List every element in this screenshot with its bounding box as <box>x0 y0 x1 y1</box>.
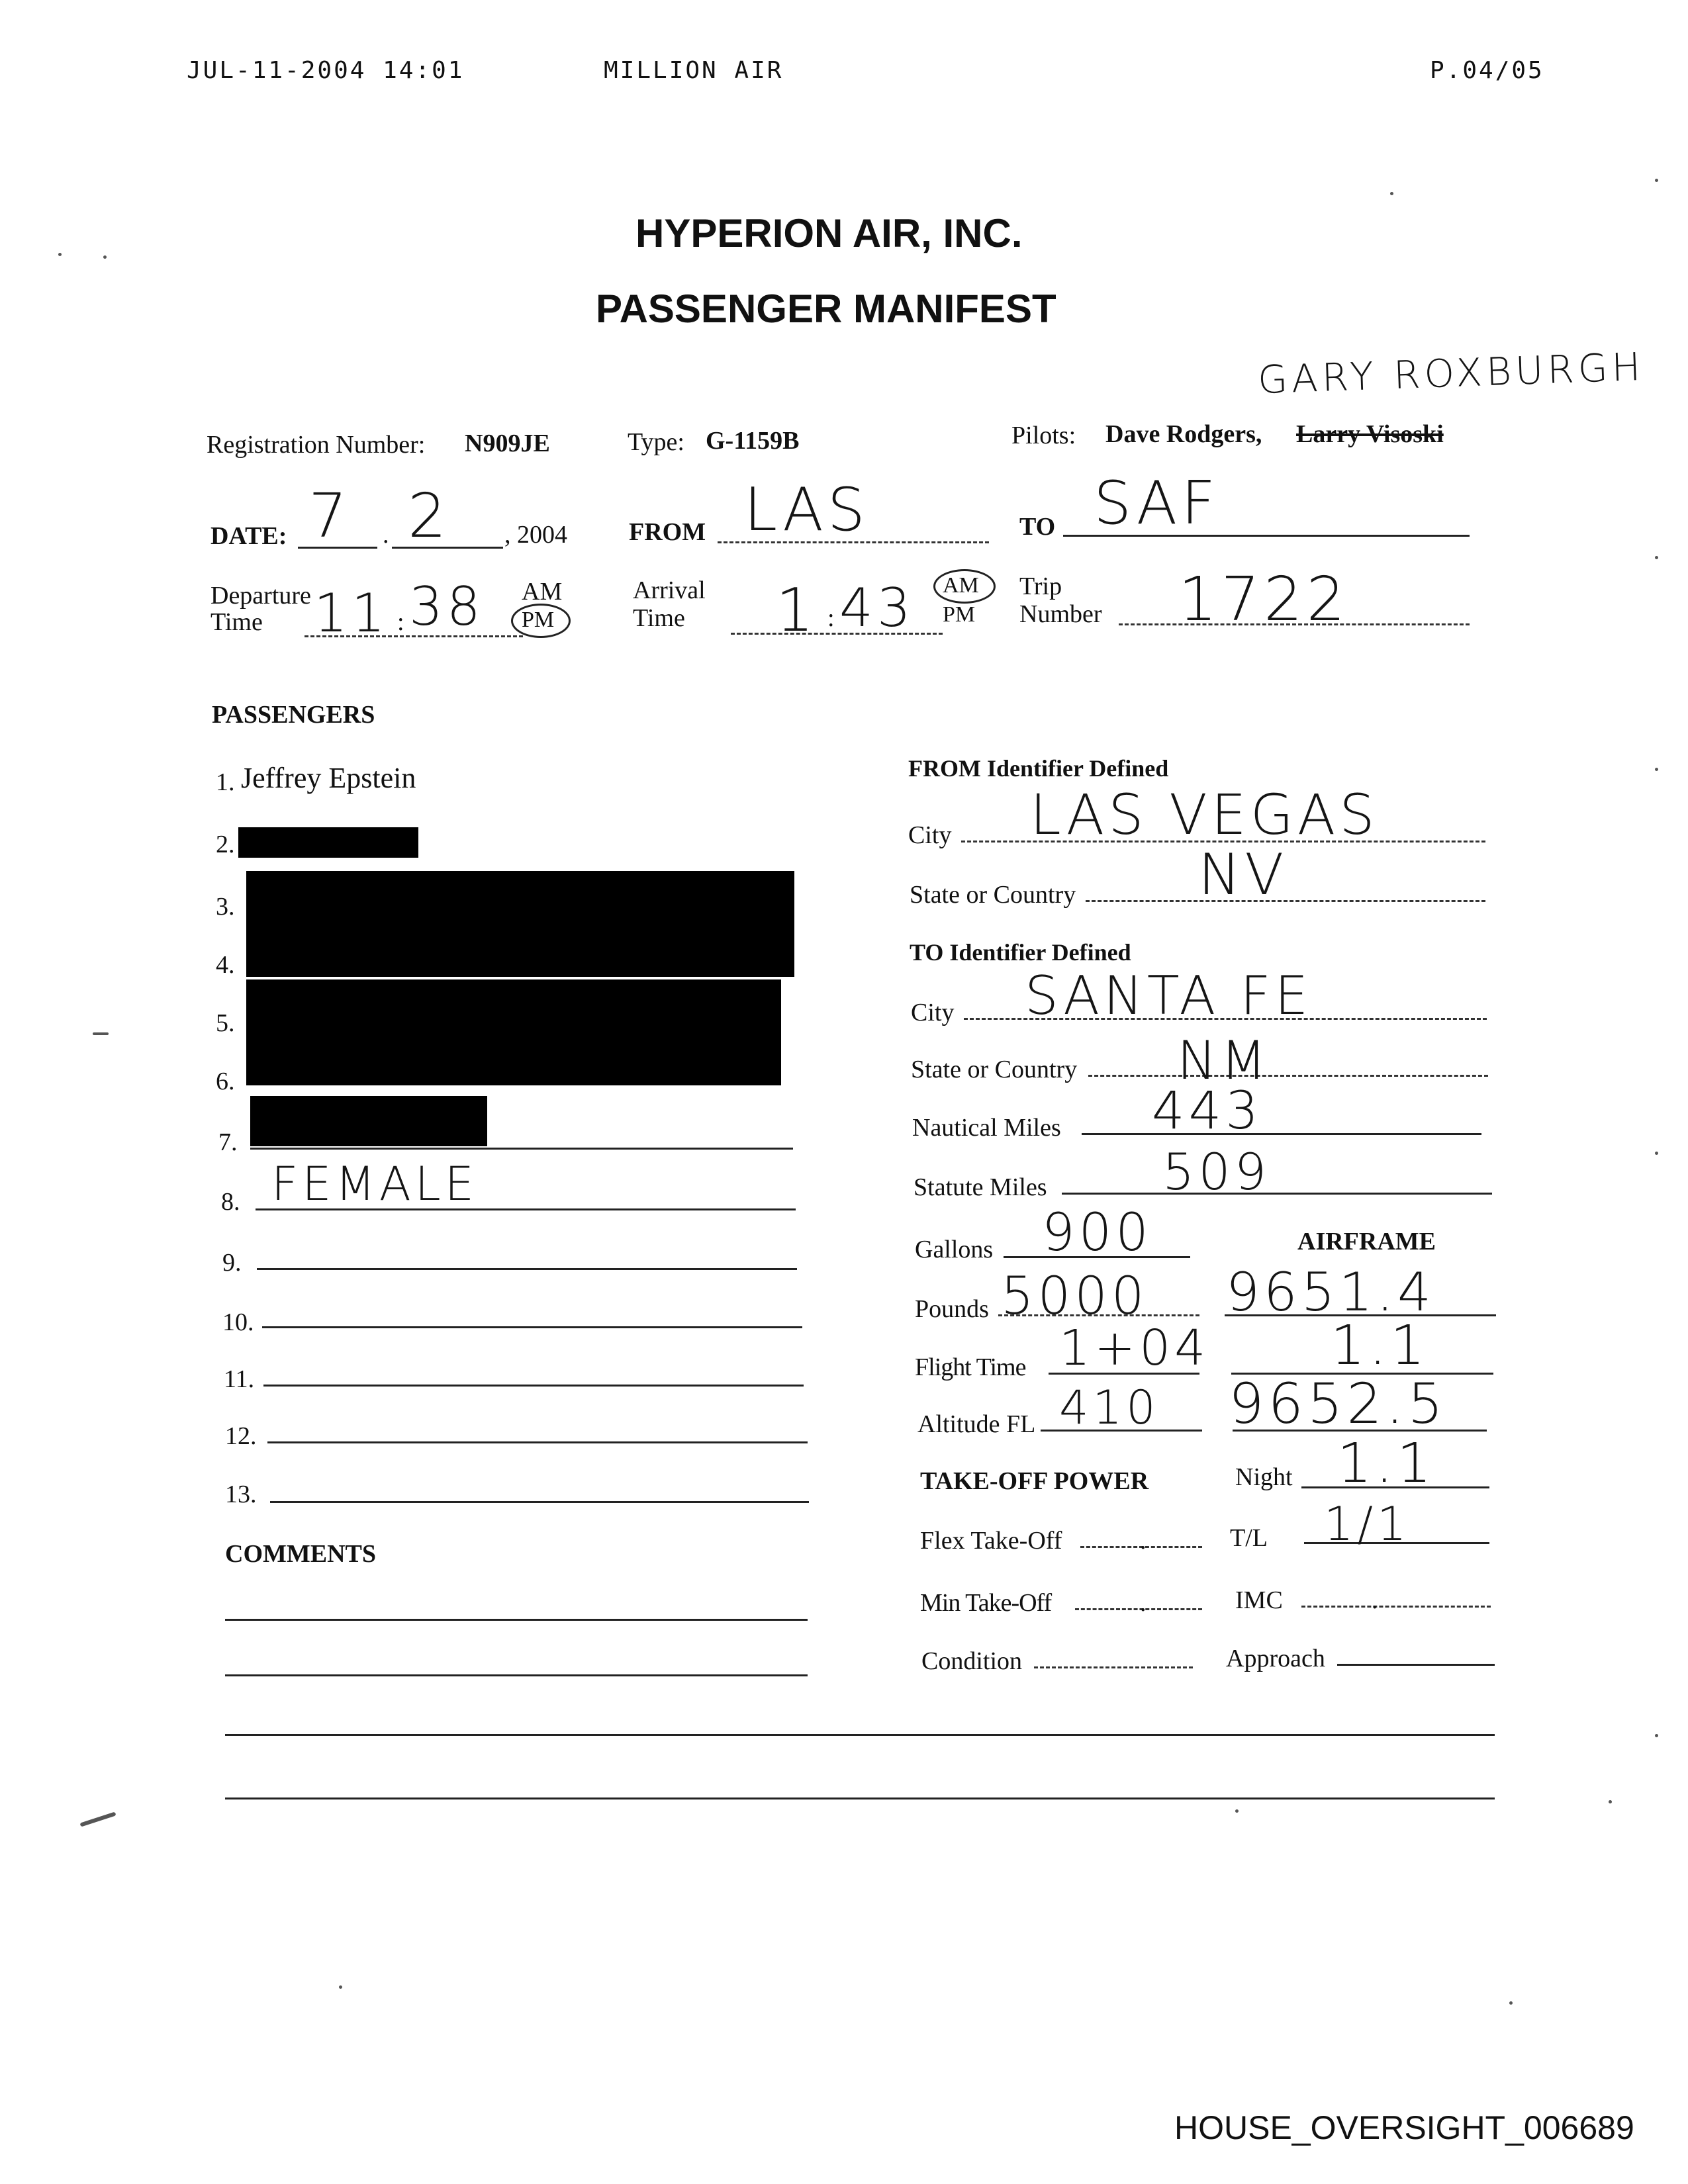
date-year: , 2004 <box>504 521 567 549</box>
scan-speck <box>1655 179 1658 182</box>
arrival-minute: 43 <box>839 577 915 639</box>
scan-speck <box>58 253 62 256</box>
scan-speck <box>1609 1800 1612 1803</box>
to-city: SANTA FE <box>1025 965 1313 1026</box>
nautical-miles-label: Nautical Miles <box>912 1114 1061 1142</box>
altitude-label: Altitude FL <box>917 1410 1036 1438</box>
flex-takeoff-dot: . <box>1140 1527 1147 1555</box>
departure-minute: 38 <box>409 576 485 637</box>
trip-number-label: Number <box>1019 600 1102 628</box>
departure-am: AM <box>522 578 563 606</box>
pilot-1: Dave Rodgers, <box>1105 420 1262 448</box>
scan-speck <box>339 1985 342 1989</box>
scan-speck <box>1509 2001 1513 2005</box>
imc-line <box>1301 1606 1491 1608</box>
passenger-line <box>263 1385 804 1387</box>
trip-number: 1722 <box>1178 564 1350 635</box>
passenger-number: 13. <box>225 1480 257 1508</box>
passenger-number: 10. <box>222 1308 254 1336</box>
statute-miles-line <box>1062 1193 1492 1195</box>
tl-value: 1/1 <box>1324 1497 1411 1551</box>
type-label: Type: <box>628 428 684 456</box>
passenger-number: 6. <box>216 1068 235 1095</box>
statute-miles-value: 509 <box>1162 1142 1271 1201</box>
departure-time-label: Time <box>211 608 263 636</box>
passenger-line <box>262 1326 802 1328</box>
scan-speck <box>103 255 107 259</box>
min-takeoff-dot: . <box>1140 1589 1147 1617</box>
pounds-value: 5000 <box>1001 1267 1149 1326</box>
to-value: SAF <box>1094 469 1220 538</box>
statute-miles-label: Statute Miles <box>914 1173 1047 1201</box>
registration-value: N909JE <box>465 430 550 457</box>
imc-label: IMC <box>1235 1586 1283 1614</box>
approach-label: Approach <box>1226 1645 1325 1672</box>
to-city-label: City <box>911 999 955 1026</box>
passenger-number: 7. <box>218 1128 238 1156</box>
passenger-number: 4. <box>216 951 235 979</box>
altitude-value: 410 <box>1059 1381 1160 1435</box>
from-city-label: City <box>908 821 952 849</box>
passenger-line <box>250 1148 793 1150</box>
date-sep: . <box>383 521 389 549</box>
flight-time-label: Flight Time <box>915 1353 1026 1381</box>
scan-speck <box>93 1032 109 1035</box>
passenger-name: Jeffrey Epstein <box>241 762 416 794</box>
nautical-miles-value: 443 <box>1152 1081 1262 1141</box>
pilot-2-struck: Larry Visoski <box>1296 420 1444 448</box>
passenger-line <box>270 1501 809 1503</box>
from-state: NV <box>1198 842 1288 908</box>
passengers-heading: PASSENGERS <box>212 701 375 729</box>
flight-time-value: 1+04 <box>1059 1320 1210 1377</box>
nautical-miles-line <box>1082 1133 1481 1135</box>
comment-line <box>225 1619 808 1621</box>
redaction-block <box>250 1096 487 1146</box>
scan-speck <box>1390 192 1393 195</box>
condition-line <box>1034 1666 1193 1668</box>
departure-pm-circle <box>511 604 571 638</box>
to-state-line <box>1088 1075 1488 1077</box>
approach-line <box>1337 1664 1495 1666</box>
passenger-number: 9. <box>222 1249 242 1277</box>
comment-line <box>225 1797 1495 1799</box>
fax-page-number: P.04/05 <box>1430 57 1544 84</box>
gallons-label: Gallons <box>915 1236 994 1263</box>
from-identifier-heading: FROM Identifier Defined <box>908 755 1169 782</box>
trip-label: Trip <box>1019 572 1062 600</box>
date-month: 7 <box>308 480 352 551</box>
departure-label: Departure <box>211 582 311 610</box>
from-value: LAS <box>744 475 869 545</box>
flex-takeoff-label: Flex Take-Off <box>920 1527 1062 1555</box>
arrival-am: AM <box>943 573 979 598</box>
to-state-label: State or Country <box>911 1056 1078 1083</box>
scan-speck <box>1235 1809 1239 1813</box>
arrival-am-circle <box>933 569 996 604</box>
from-label: FROM <box>629 518 706 546</box>
from-city: LAS VEGAS <box>1030 782 1379 847</box>
departure-hour: 11 <box>314 582 389 644</box>
company-name: HYPERION AIR, INC. <box>635 211 1023 255</box>
passenger-name-handwritten: FEMALE <box>271 1157 479 1211</box>
pilot-name-handwritten: GARY ROXBURGH <box>1256 343 1646 403</box>
departure-colon: : <box>397 608 404 636</box>
pounds-label: Pounds <box>915 1295 989 1323</box>
passenger-number: 12. <box>225 1422 257 1450</box>
condition-label: Condition <box>921 1647 1023 1675</box>
passenger-line <box>256 1208 796 1210</box>
passenger-line <box>267 1441 808 1443</box>
airframe-flight-value: 1.1 <box>1331 1314 1429 1377</box>
gallons-value: 900 <box>1042 1203 1152 1263</box>
night-value: 1.1 <box>1337 1432 1436 1495</box>
takeoff-power-heading: TAKE-OFF POWER <box>920 1467 1149 1495</box>
comment-line <box>225 1674 808 1676</box>
redaction-block <box>238 827 418 858</box>
scan-speck <box>1655 1152 1658 1155</box>
passenger-number: 1. <box>216 768 235 796</box>
redaction-block <box>246 979 781 1085</box>
passenger-number: 2. <box>216 831 235 858</box>
scan-speck <box>79 1811 116 1827</box>
to-identifier-heading: TO Identifier Defined <box>910 939 1131 966</box>
tl-label: T/L <box>1230 1524 1268 1552</box>
comments-heading: COMMENTS <box>225 1540 376 1568</box>
date-day: 2 <box>408 480 451 551</box>
passenger-number: 8. <box>221 1188 240 1216</box>
scan-speck <box>1655 556 1658 559</box>
scan-speck <box>1655 1734 1658 1737</box>
airframe-start-value: 9651.4 <box>1226 1261 1435 1323</box>
arrival-hour: 1 <box>776 576 818 645</box>
night-label: Night <box>1235 1463 1293 1491</box>
redaction-block <box>246 871 794 977</box>
airframe-heading: AIRFRAME <box>1297 1228 1436 1255</box>
form-title: PASSENGER MANIFEST <box>596 287 1056 331</box>
min-takeoff-line <box>1075 1608 1202 1610</box>
comment-line <box>225 1734 1495 1736</box>
fax-sender: MILLION AIR <box>604 57 784 84</box>
passenger-number: 5. <box>216 1009 235 1037</box>
imc-dot: . <box>1372 1586 1378 1614</box>
from-state-label: State or Country <box>910 881 1076 909</box>
passenger-number: 11. <box>224 1365 255 1393</box>
pilots-label: Pilots: <box>1011 422 1076 449</box>
passenger-number: 3. <box>216 893 235 921</box>
min-takeoff-label: Min Take-Off <box>920 1589 1052 1617</box>
arrival-label: Arrival <box>633 576 706 604</box>
bates-number: HOUSE_OVERSIGHT_006689 <box>1174 2109 1634 2146</box>
arrival-time-label: Time <box>633 604 685 632</box>
arrival-pm: PM <box>943 602 976 627</box>
registration-label: Registration Number: <box>207 431 426 459</box>
type-value: G-1159B <box>706 427 800 455</box>
scan-speck <box>1655 768 1658 771</box>
passenger-line <box>257 1268 797 1270</box>
to-state: NM <box>1177 1030 1270 1091</box>
to-label: TO <box>1019 513 1056 541</box>
fax-datetime: JUL-11-2004 14:01 <box>187 57 465 84</box>
date-label: DATE: <box>211 522 287 550</box>
departure-pm: PM <box>522 608 555 632</box>
airframe-end-value: 9652.5 <box>1229 1371 1447 1436</box>
arrival-colon: : <box>827 604 835 632</box>
